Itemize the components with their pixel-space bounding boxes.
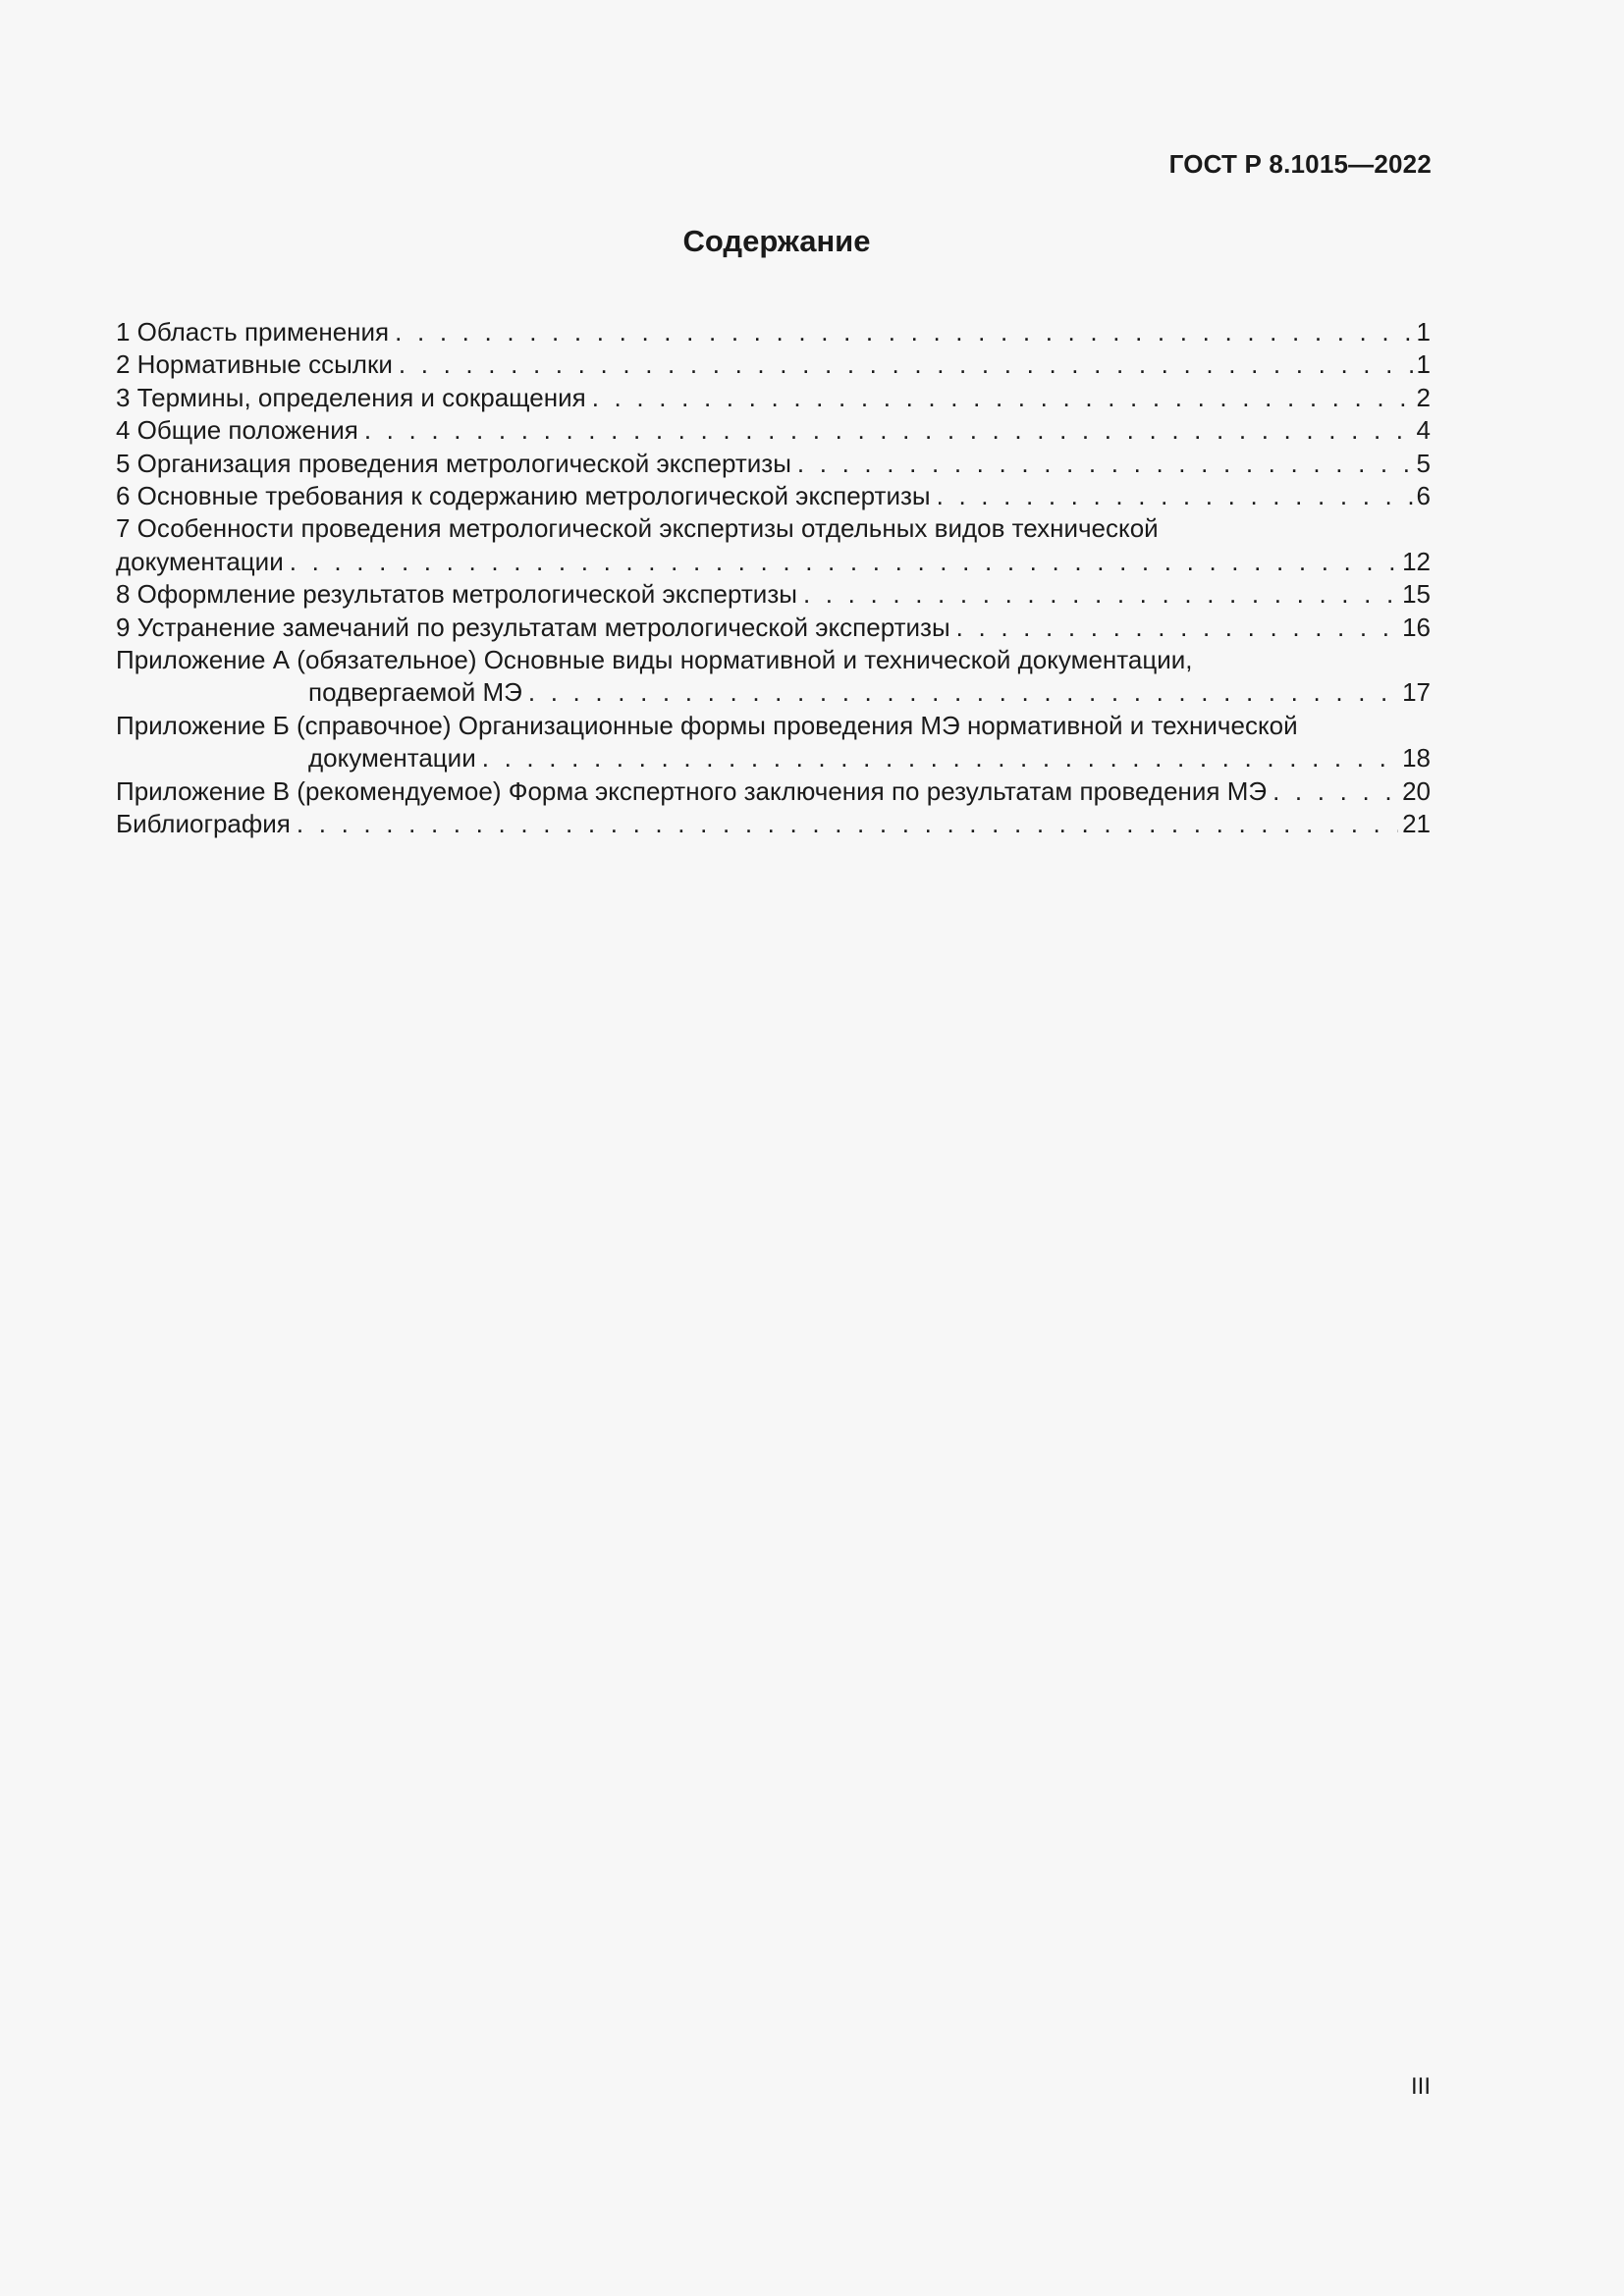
table-of-contents: [116, 316, 1431, 841]
toc-page-number: 5: [1416, 448, 1431, 478]
toc-leader-dots: [956, 612, 1398, 644]
toc-entry-text: 8 Оформление результатов метрологической экспертизы: [116, 579, 797, 610]
toc-page-number: 1: [1416, 349, 1431, 380]
toc-entry-text-line2: документации: [308, 743, 476, 774]
toc-page-number: 21: [1402, 809, 1431, 839]
toc-leader-dots: [803, 578, 1398, 611]
toc-entry-7[interactable]: [116, 512, 1431, 578]
toc-entry-6[interactable]: [116, 480, 1431, 512]
toc-entry-text-line1: 7 Особенности проведения метрологической экспертизы отдельных видов технической: [116, 513, 1159, 544]
toc-entry-text: Библиография: [116, 809, 291, 839]
toc-entry-text: 9 Устранение замечаний по результатам метрологической экспертизы: [116, 612, 950, 642]
toc-entry-5[interactable]: [116, 448, 1431, 480]
toc-entry-2[interactable]: [116, 348, 1431, 381]
toc-entry-appendix-v[interactable]: [116, 775, 1431, 808]
toc-leader-dots: [395, 316, 1412, 348]
toc-entry-bibliography[interactable]: [116, 808, 1431, 840]
toc-leader-dots: [364, 414, 1413, 447]
toc-leader-dots: [937, 480, 1413, 512]
toc-entry-text: 1 Область применения: [116, 317, 390, 347]
toc-entry-8[interactable]: [116, 578, 1431, 611]
document-code: ГОСТ Р 8.1015—2022: [1168, 149, 1432, 179]
toc-entry-appendix-a[interactable]: [116, 644, 1431, 710]
toc-leader-dots: [482, 742, 1398, 774]
toc-entry-4[interactable]: [116, 414, 1431, 447]
toc-leader-dots: [528, 676, 1398, 709]
toc-page-number: 16: [1402, 612, 1431, 642]
toc-entry-text-line2: документации: [116, 546, 284, 576]
toc-page-number: 12: [1402, 546, 1431, 576]
toc-entry-text: 5 Организация проведения метрологической экспертизы: [116, 448, 791, 478]
toc-page-number: 6: [1416, 481, 1431, 511]
toc-entry-9[interactable]: [116, 612, 1431, 644]
toc-page-number: 2: [1416, 382, 1431, 412]
toc-entry-text-line2: подвергаемой МЭ: [308, 677, 522, 708]
toc-leader-dots: [592, 382, 1413, 414]
toc-page-number: 18: [1402, 743, 1431, 774]
toc-entry-text: 6 Основные требования к содержанию метрологической экспертизы: [116, 481, 931, 511]
toc-page-number: 1: [1416, 317, 1431, 347]
toc-entry-appendix-b[interactable]: [116, 710, 1431, 775]
toc-entry-text: 4 Общие положения: [116, 415, 358, 446]
toc-leader-dots: [399, 348, 1413, 381]
page-title: Содержание: [682, 224, 871, 258]
toc-entry-text-line1: Приложение Б (справочное) Организационные формы проведения МЭ нормативной и технической: [116, 710, 1298, 740]
toc-entry-text-line1: Приложение А (обязательное) Основные виды нормативной и технической документации,: [116, 645, 1193, 675]
toc-page-number: 15: [1402, 579, 1431, 610]
toc-leader-dots: [297, 808, 1398, 840]
toc-leader-dots: [290, 546, 1398, 578]
toc-entry-text: 2 Нормативные ссылки: [116, 349, 393, 380]
toc-entry-text: 3 Термины, определения и сокращения: [116, 382, 586, 412]
toc-leader-dots: [797, 448, 1413, 480]
toc-page-number: 4: [1416, 415, 1431, 446]
toc-entry-text: Приложение В (рекомендуемое) Форма экспертного заключения по результатам проведения МЭ: [116, 775, 1268, 806]
toc-leader-dots: [1272, 775, 1398, 808]
page-number: III: [1410, 2073, 1431, 2100]
toc-entry-1[interactable]: [116, 316, 1431, 348]
toc-entry-3[interactable]: [116, 382, 1431, 414]
toc-page-number: 17: [1402, 677, 1431, 708]
toc-page-number: 20: [1402, 775, 1431, 806]
